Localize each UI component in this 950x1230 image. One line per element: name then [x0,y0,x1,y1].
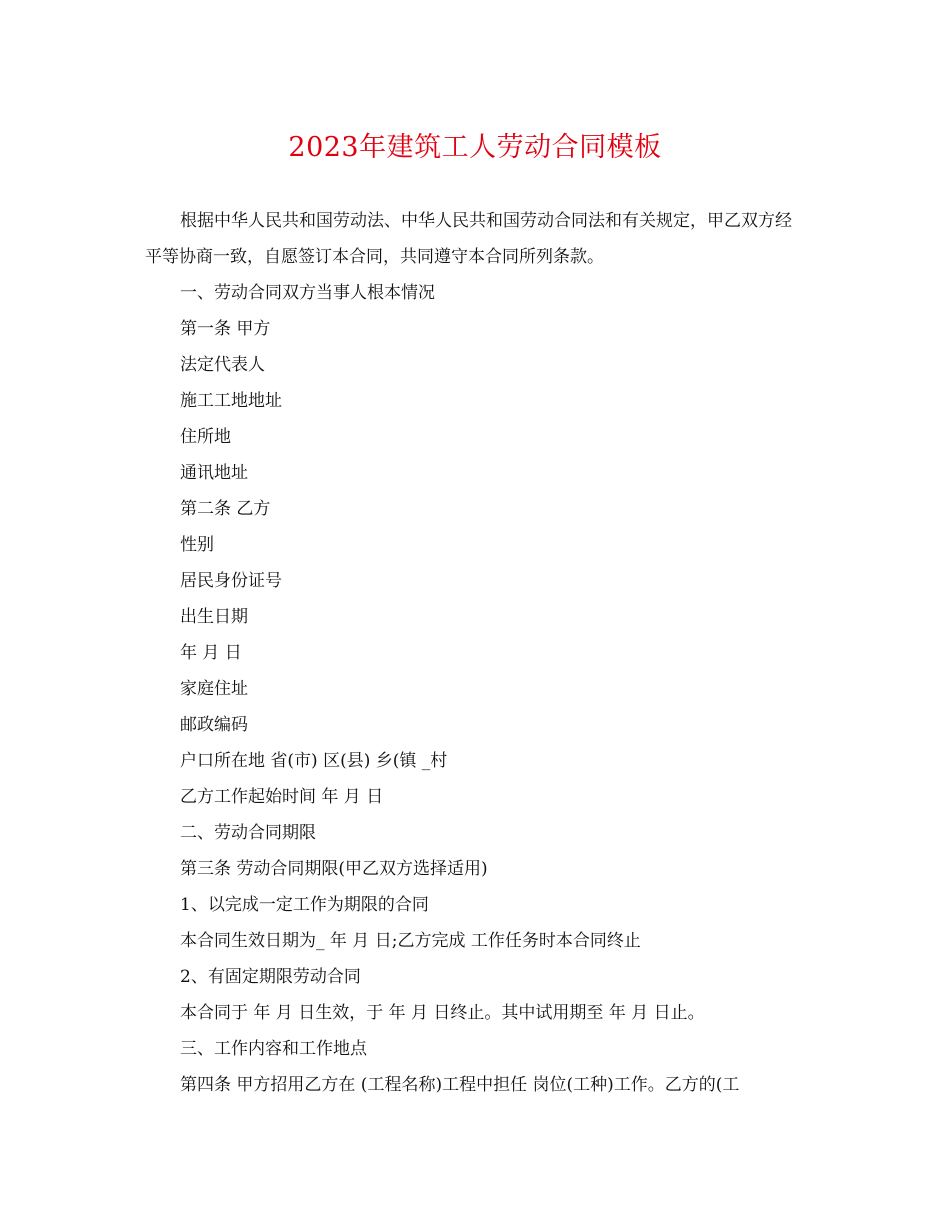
clause-4-work: 第四条 甲方招用乙方在 (工程名称)工程中担任 岗位(工种)工作。乙方的(工 [180,1075,740,1095]
clause-2-party-b: 第二条 乙方 [180,499,271,519]
field-legal-representative: 法定代表人 [180,355,265,375]
field-work-start-date: 乙方工作起始时间 年 月 日 [180,787,384,807]
field-postal-code: 邮政编码 [180,715,248,735]
field-gender: 性别 [180,535,214,555]
term-option-1: 1、以完成一定工作为期限的合同 [180,895,429,915]
clause-3-term: 第三条 劳动合同期限(甲乙双方选择适用) [180,859,488,879]
term-option-2-detail: 本合同于 年 月 日生效，于 年 月 日终止。其中试用期至 年 月 日止。 [180,1003,705,1023]
term-option-1-detail: 本合同生效日期为_ 年 月 日;乙方完成 工作任务时本合同终止 [180,931,641,951]
field-domicile: 住所地 [180,427,231,447]
field-site-address: 施工工地地址 [180,391,282,411]
field-birth-date: 出生日期 [180,607,248,627]
document-body [145,203,805,1103]
intro-paragraph: 根据中华人民共和国劳动法、中华人民共和国劳动合同法和有关规定，甲乙双方经平等协商一致，自愿签订本合同，共同遵守本合同所列条款。 [145,211,792,267]
section-heading-term: 二、劳动合同期限 [180,823,316,843]
field-mailing-address: 通讯地址 [180,463,248,483]
term-option-2: 2、有固定期限劳动合同 [180,967,361,987]
field-home-address: 家庭住址 [180,679,248,699]
section-heading-work: 三、工作内容和工作地点 [180,1039,367,1059]
clause-1-party-a: 第一条 甲方 [180,319,271,339]
document-title: 2023年建筑工人劳动合同模板 [288,132,662,163]
field-date-placeholder: 年 月 日 [180,643,242,663]
field-household-registration: 户口所在地 省(市) 区(县) 乡(镇 _村 [180,751,448,771]
section-heading-parties: 一、劳动合同双方当事人根本情况 [180,283,435,303]
field-id-number: 居民身份证号 [180,571,282,591]
